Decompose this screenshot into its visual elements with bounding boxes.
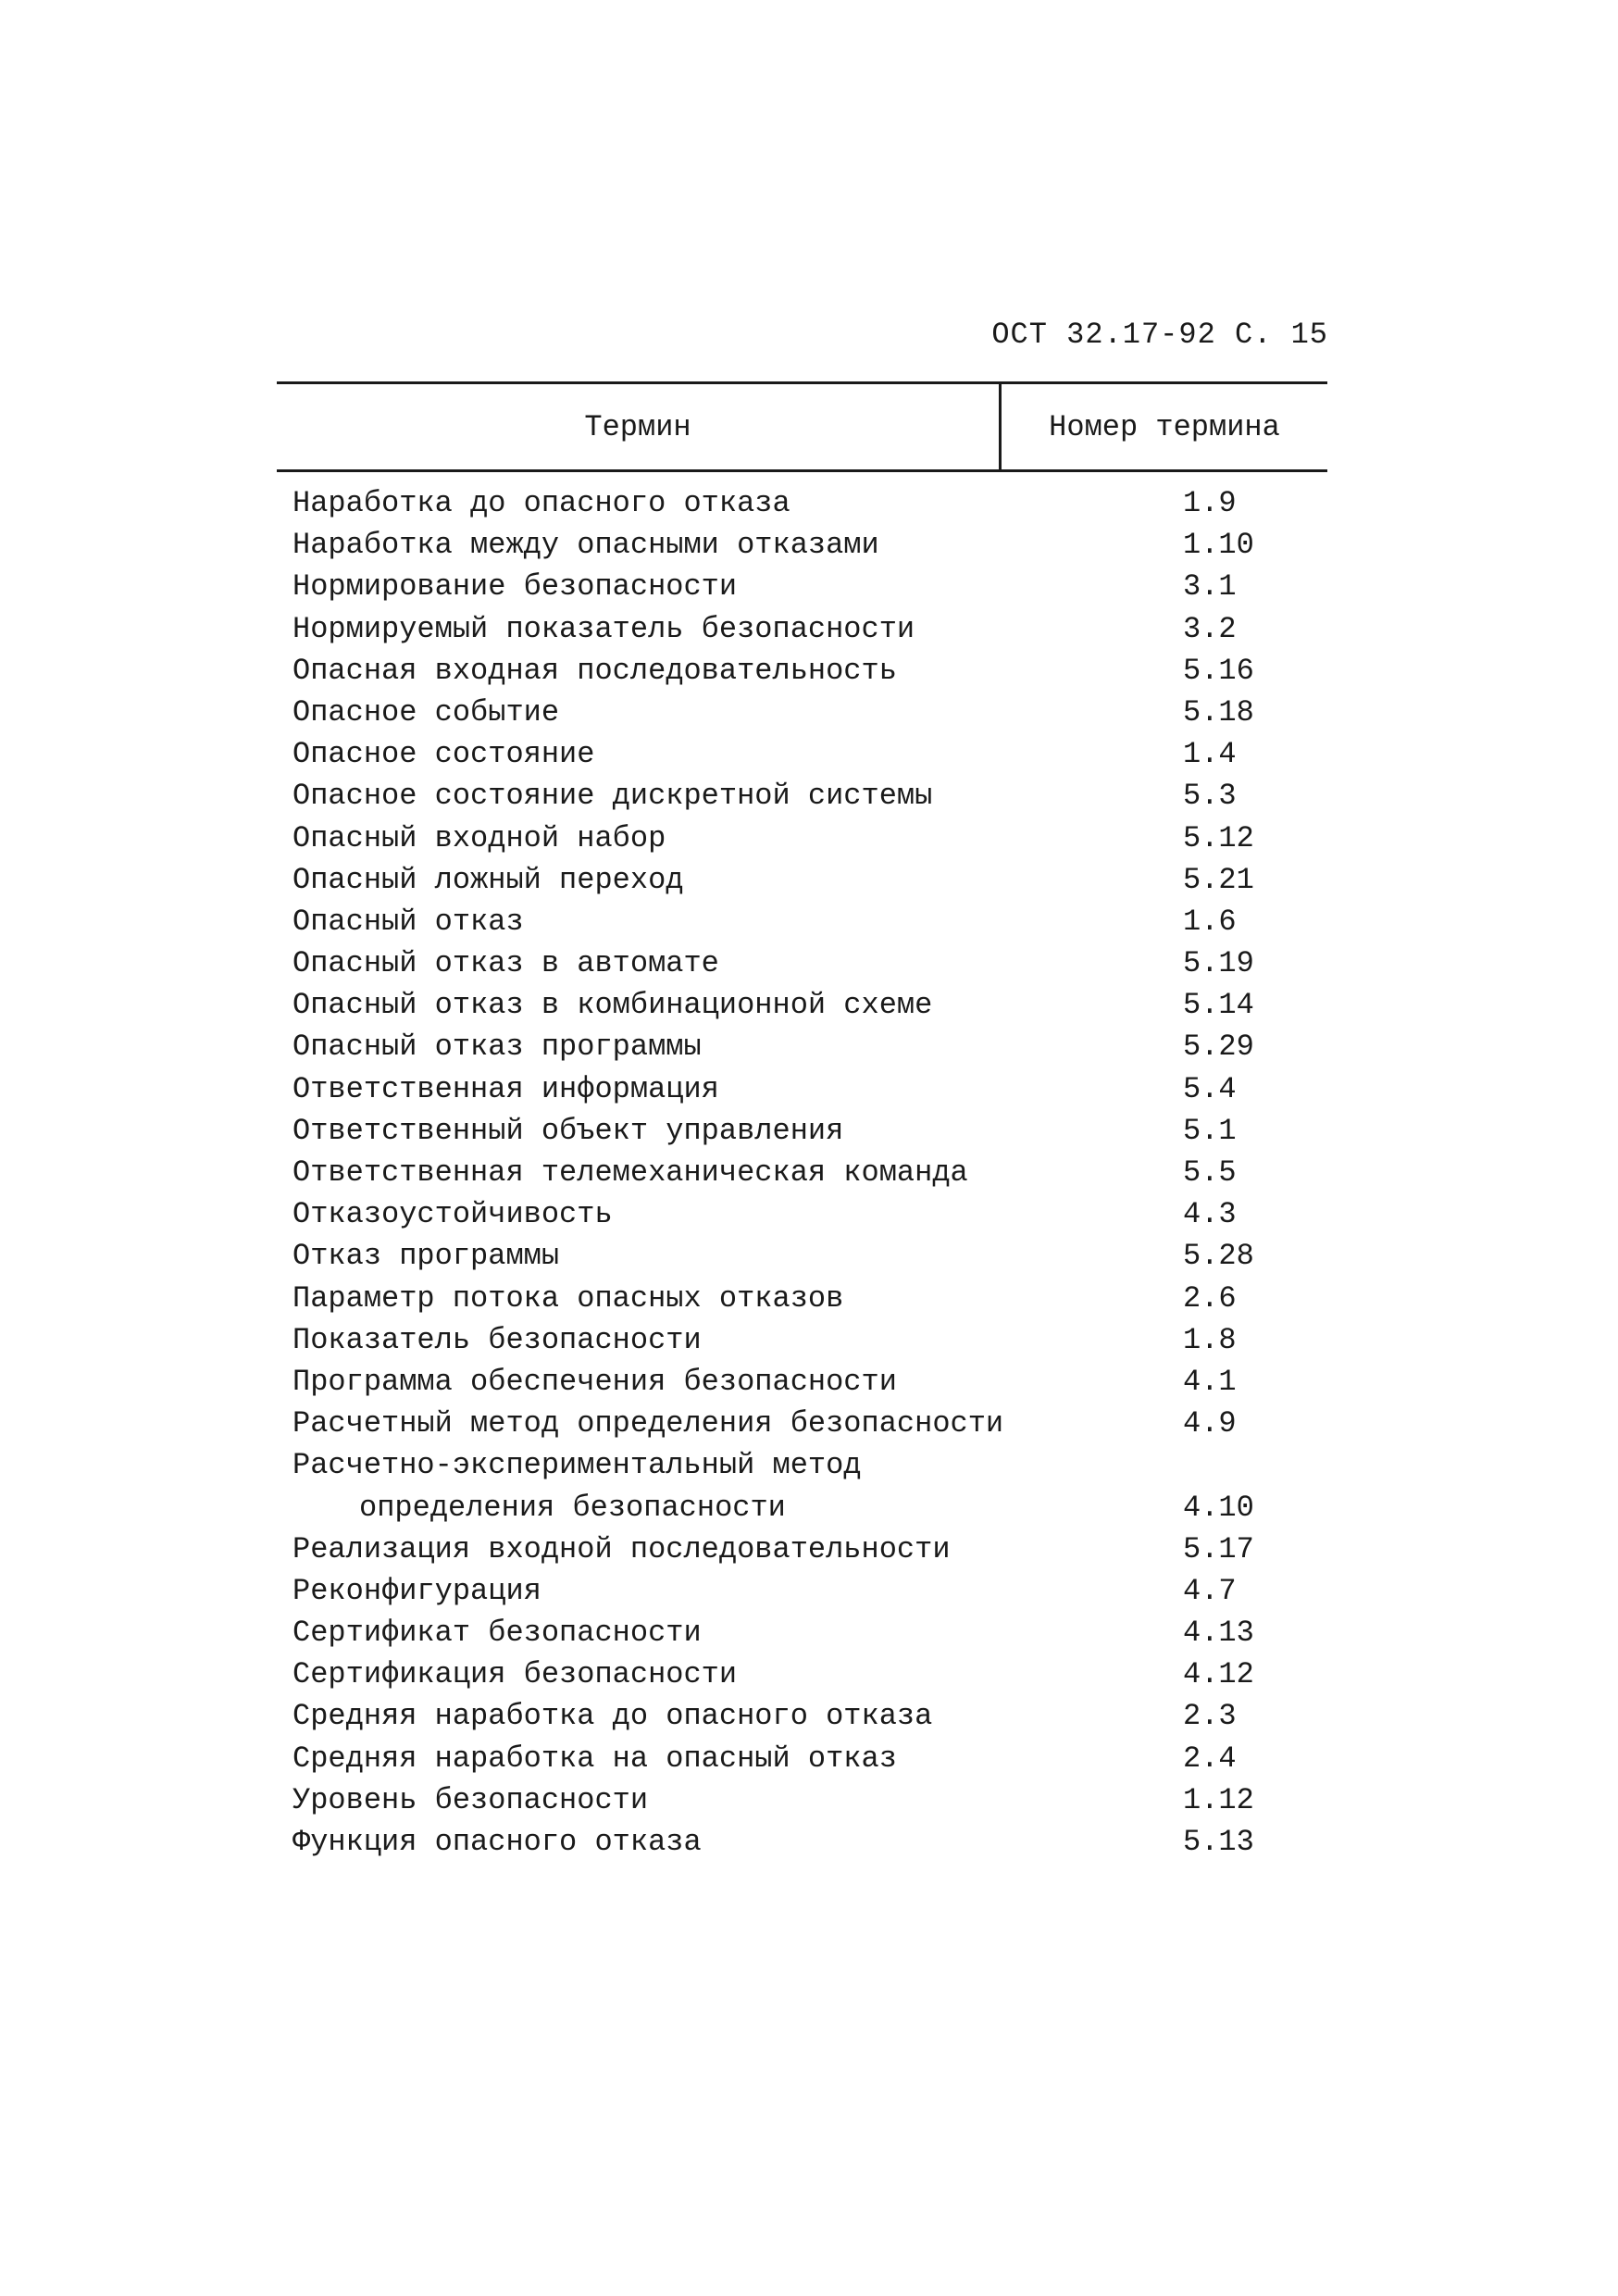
page-header-code: ОСТ 32.17-92 С. 15 <box>991 318 1328 352</box>
term-cell: Опасный отказ <box>292 904 524 939</box>
column-header-term: Термин <box>277 384 1002 469</box>
term-number-cell: 4.10 <box>1183 1490 1254 1525</box>
term-cell: Опасный отказ в комбинационной схеме <box>292 988 933 1023</box>
table-row <box>277 1114 1327 1155</box>
term-cell: Сертификация безопасности <box>292 1657 738 1692</box>
term-cell: Отказоустойчивость <box>292 1197 613 1232</box>
table-row <box>277 779 1327 820</box>
term-number-cell: 4.9 <box>1183 1406 1237 1441</box>
table-row <box>277 863 1327 905</box>
term-number-cell: 5.3 <box>1183 779 1237 814</box>
table-row <box>277 1448 1327 1490</box>
term-cell: Параметр потока опасных отказов <box>292 1280 844 1316</box>
term-number-cell: 1.6 <box>1183 904 1237 939</box>
term-cell: Средняя наработка на опасный отказ <box>292 1741 897 1776</box>
term-cell: Наработка до опасного отказа <box>292 486 790 520</box>
term-cell: Опасное состояние дискретной системы <box>292 779 933 814</box>
table-row <box>277 1406 1327 1448</box>
term-cell: Нормируемый показатель безопасности <box>292 611 915 646</box>
table-row <box>277 654 1327 695</box>
table-row <box>277 528 1327 569</box>
term-number-cell: 1.9 <box>1183 486 1237 520</box>
term-number-cell: 3.1 <box>1183 569 1237 605</box>
term-cell: Опасный входной набор <box>292 820 666 855</box>
table-row <box>277 1699 1327 1741</box>
table-row <box>277 1825 1327 1866</box>
term-cell: Уровень безопасности <box>292 1782 649 1817</box>
table-row <box>277 821 1327 863</box>
term-cell: Ответственная телемеханическая команда <box>292 1155 968 1190</box>
term-number-cell: 2.6 <box>1183 1280 1237 1316</box>
term-number-cell: 5.21 <box>1183 862 1254 897</box>
table-row <box>277 1155 1327 1197</box>
table-row <box>277 1323 1327 1365</box>
term-cell: Опасное состояние <box>292 737 595 772</box>
term-number-cell: 2.4 <box>1183 1741 1237 1776</box>
table-row <box>277 486 1327 528</box>
term-index-table <box>277 381 1327 1866</box>
term-cell: Ответственный объект управления <box>292 1113 844 1148</box>
table-row <box>277 1072 1327 1114</box>
table-row <box>277 905 1327 946</box>
term-cell: Реализация входной последовательности <box>292 1531 951 1566</box>
term-cell: Реконфигурация <box>292 1573 541 1608</box>
table-body <box>277 472 1327 1866</box>
table-row <box>277 1741 1327 1783</box>
table-row <box>277 1616 1327 1657</box>
term-number-cell: 5.28 <box>1183 1239 1254 1274</box>
term-cell: Расчетный метод определения безопасности <box>292 1406 1004 1441</box>
term-cell: Программа обеспечения безопасности <box>292 1364 897 1399</box>
term-number-cell: 1.10 <box>1183 528 1254 563</box>
term-number-cell: 5.18 <box>1183 694 1254 730</box>
term-number-cell: 5.29 <box>1183 1029 1254 1065</box>
table-row <box>277 1365 1327 1406</box>
table-row <box>277 1532 1327 1574</box>
term-number-cell: 5.5 <box>1183 1155 1237 1190</box>
table-row <box>277 1029 1327 1071</box>
term-number-cell: 4.3 <box>1183 1197 1237 1232</box>
table-row <box>277 1574 1327 1616</box>
table-row <box>277 569 1327 611</box>
term-number-cell: 1.4 <box>1183 737 1237 772</box>
table-row <box>277 1491 1327 1532</box>
table-row <box>277 1197 1327 1239</box>
term-cell: Нормирование безопасности <box>292 569 738 605</box>
term-number-cell: 1.8 <box>1183 1322 1237 1357</box>
term-cell: Показатель безопасности <box>292 1322 702 1357</box>
table-row <box>277 1239 1327 1280</box>
term-cell: Средняя наработка до опасного отказа <box>292 1699 933 1734</box>
table-row <box>277 988 1327 1029</box>
term-number-cell: 5.1 <box>1183 1113 1237 1148</box>
term-number-cell: 5.14 <box>1183 988 1254 1023</box>
term-cell: Ответственная информация <box>292 1071 719 1106</box>
term-cell: Опасная входная последовательность <box>292 653 897 688</box>
term-number-cell: 2.3 <box>1183 1699 1237 1734</box>
table-row <box>277 1657 1327 1699</box>
term-cell: определения безопасности <box>359 1490 786 1525</box>
column-header-number: Номер термина <box>1049 409 1280 444</box>
term-number-cell: 4.13 <box>1183 1616 1254 1651</box>
term-cell: Опасное событие <box>292 694 560 730</box>
term-number-cell: 3.2 <box>1183 611 1237 646</box>
term-cell: Функция опасного отказа <box>292 1825 702 1859</box>
table-row <box>277 695 1327 737</box>
table-row <box>277 946 1327 988</box>
term-number-cell: 4.7 <box>1183 1573 1237 1608</box>
term-number-cell: 5.19 <box>1183 946 1254 981</box>
term-number-cell: 4.12 <box>1183 1657 1254 1692</box>
term-cell: Опасный отказ программы <box>292 1029 702 1065</box>
term-number-cell: 5.17 <box>1183 1531 1254 1566</box>
term-cell: Сертификат безопасности <box>292 1616 702 1651</box>
table-row <box>277 612 1327 654</box>
table-row <box>277 1281 1327 1323</box>
term-number-cell: 5.12 <box>1183 820 1254 855</box>
term-cell: Опасный ложный переход <box>292 862 684 897</box>
term-cell: Наработка между опасными отказами <box>292 528 879 563</box>
term-number-cell: 4.1 <box>1183 1364 1237 1399</box>
term-number-cell: 1.12 <box>1183 1782 1254 1817</box>
term-cell: Отказ программы <box>292 1239 560 1274</box>
table-row <box>277 737 1327 779</box>
term-number-cell: 5.13 <box>1183 1825 1254 1859</box>
term-number-cell: 5.16 <box>1183 653 1254 688</box>
term-cell: Опасный отказ в автомате <box>292 946 719 981</box>
term-number-cell: 5.4 <box>1183 1071 1237 1106</box>
table-row <box>277 1783 1327 1825</box>
term-cell: Расчетно-экспериментальный метод <box>292 1448 862 1483</box>
table-header-row <box>277 381 1327 472</box>
